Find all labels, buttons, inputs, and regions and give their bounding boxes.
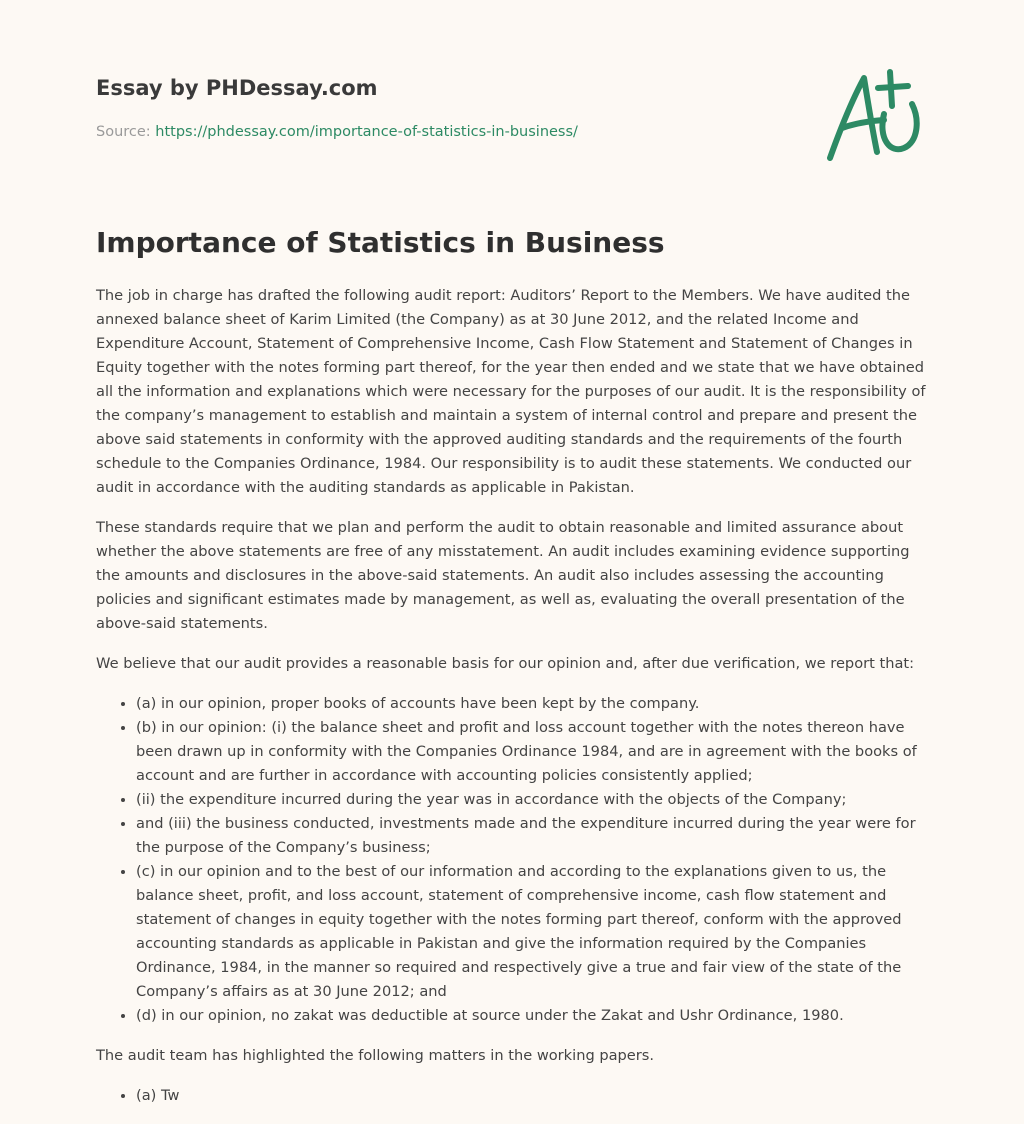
list-item: • (a) in our opinion, proper books of accounts have been kept by the company.	[136, 692, 930, 716]
list-item: • (c) in our opinion and to the best of our information and according to the explanations given to us, the balance sheet, profit, and loss account, statement of comprehensive income, cash flow statement and statement of changes in equity together with the notes forming part thereof, conform with the approved accounting standards as applicable in Pakistan and give the information required by the Companies Ordinance, 1984, in the manner so required and respectively give a true and fair view of the state of the Company’s affairs as at 30 June 2012; and	[136, 860, 930, 1004]
source-link[interactable]: https://phdessay.com/importance-of-statistics-in-business/	[155, 124, 578, 140]
opinion-list	[96, 692, 930, 1028]
list-item: • and (iii) the business conducted, investments made and the expenditure incurred during the year were for the purpose of the Company’s business;	[136, 812, 930, 860]
source-label: Source:	[96, 124, 156, 140]
paragraph: These standards require that we plan and perform the audit to obtain reasonable and limited assurance about whether the above statements are free of any misstatement. An audit includes examining evidence supporting the amounts and disclosures in the above-said statements. An audit also includes assessing the accounting policies and significant estimates made by management, as well as, evaluating the overall presentation of the above-said statements.	[96, 519, 910, 632]
paragraph: The audit team has highlighted the following matters in the working papers.	[96, 1047, 655, 1064]
paragraph: We believe that our audit provides a reasonable basis for our opinion and, after due verification, we report that:	[96, 655, 915, 672]
source-line	[96, 124, 578, 140]
list-item: • (ii) the expenditure incurred during the year was in accordance with the objects of the Company;	[136, 788, 930, 812]
essay-body	[96, 284, 930, 1124]
a-plus-logo-icon	[822, 66, 926, 166]
site-title: Essay by PHDessay.com	[96, 76, 378, 100]
list-item: • (b) in our opinion: (i) the balance sheet and profit and loss account together with the notes thereon have been drawn up in conformity with the Companies Ordinance 1984, and are in agreement with the books of account and are further in accordance with accounting policies consistently applied;	[136, 716, 930, 788]
list-item: • (a) Tw	[136, 1084, 930, 1108]
paragraph: The job in charge has drafted the following audit report: Auditors’ Report to the Members. We have audited the annexed balance sheet of Karim Limited (the Company) as at 30 June 2012, and the related Income and Expenditure Account, Statement of Comprehensive Income, Cash Flow Statement and Statement of Changes in Equity together with the notes forming part thereof, for the year then ended and we state that we have obtained all the information and explanations which were necessary for the purposes of our audit. It is the responsibility of the company’s management to establish and maintain a system of internal control and prepare and present the above said statements in conformity with the approved auditing standards and the requirements of the fourth schedule to the Companies Ordinance, 1984. Our responsibility is to audit these statements. We conducted our audit in accordance with the auditing standards as applicable in Pakistan.	[96, 287, 926, 496]
essay-title: Importance of Statistics in Business	[96, 226, 665, 259]
list-item: • (d) in our opinion, no zakat was deductible at source under the Zakat and Ushr Ordinance, 1980.	[136, 1004, 930, 1028]
matters-list	[96, 1084, 930, 1108]
